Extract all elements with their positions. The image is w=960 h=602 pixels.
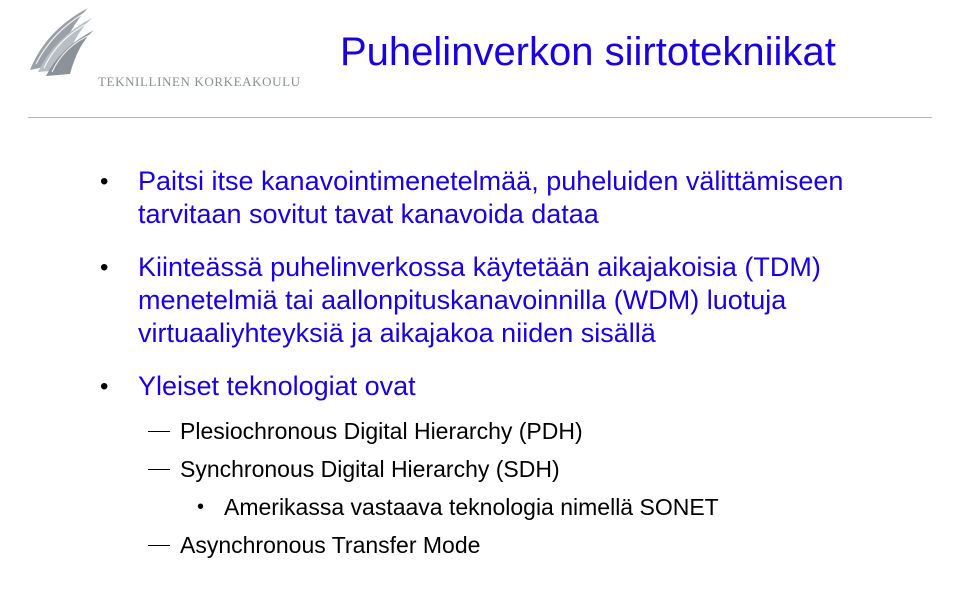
bullet-text: Yleiset teknologiat ovat: [138, 371, 416, 401]
bullet-item: [100, 370, 940, 403]
slide-body: [100, 165, 940, 569]
bullet-text: Paitsi itse kanavointimenetelmää, puheluiden välittämiseen tarvitaan sovitut tavat kanavoida dataa: [138, 166, 844, 229]
sub-sub-item: • Amerikassa vastaava teknologia nimellä SONET: [100, 493, 940, 521]
logo-text: TEKNILLINEN KORKEAKOULU: [98, 74, 301, 89]
header-divider: [28, 117, 932, 118]
sub-item: Plesiochronous Digital Hierarchy (PDH): [100, 417, 940, 445]
sub-item: Asynchronous Transfer Mode: [100, 531, 940, 559]
sub-item: Synchronous Digital Hierarchy (SDH): [100, 455, 940, 483]
bullet-item: [100, 165, 940, 231]
bullet-text: Kiinteässä puhelinverkossa käytetään aikajakoisia (TDM) menetelmiä tai aallonpituskanavoinnilla (WDM) luotuja virtuaaliyhteyksiä ja aikajakoa niiden sisällä: [138, 252, 821, 348]
page-title: Puhelinverkon siirtotekniikat: [340, 30, 836, 74]
bullet-item: [100, 251, 940, 350]
university-logo-icon: [28, 4, 98, 86]
